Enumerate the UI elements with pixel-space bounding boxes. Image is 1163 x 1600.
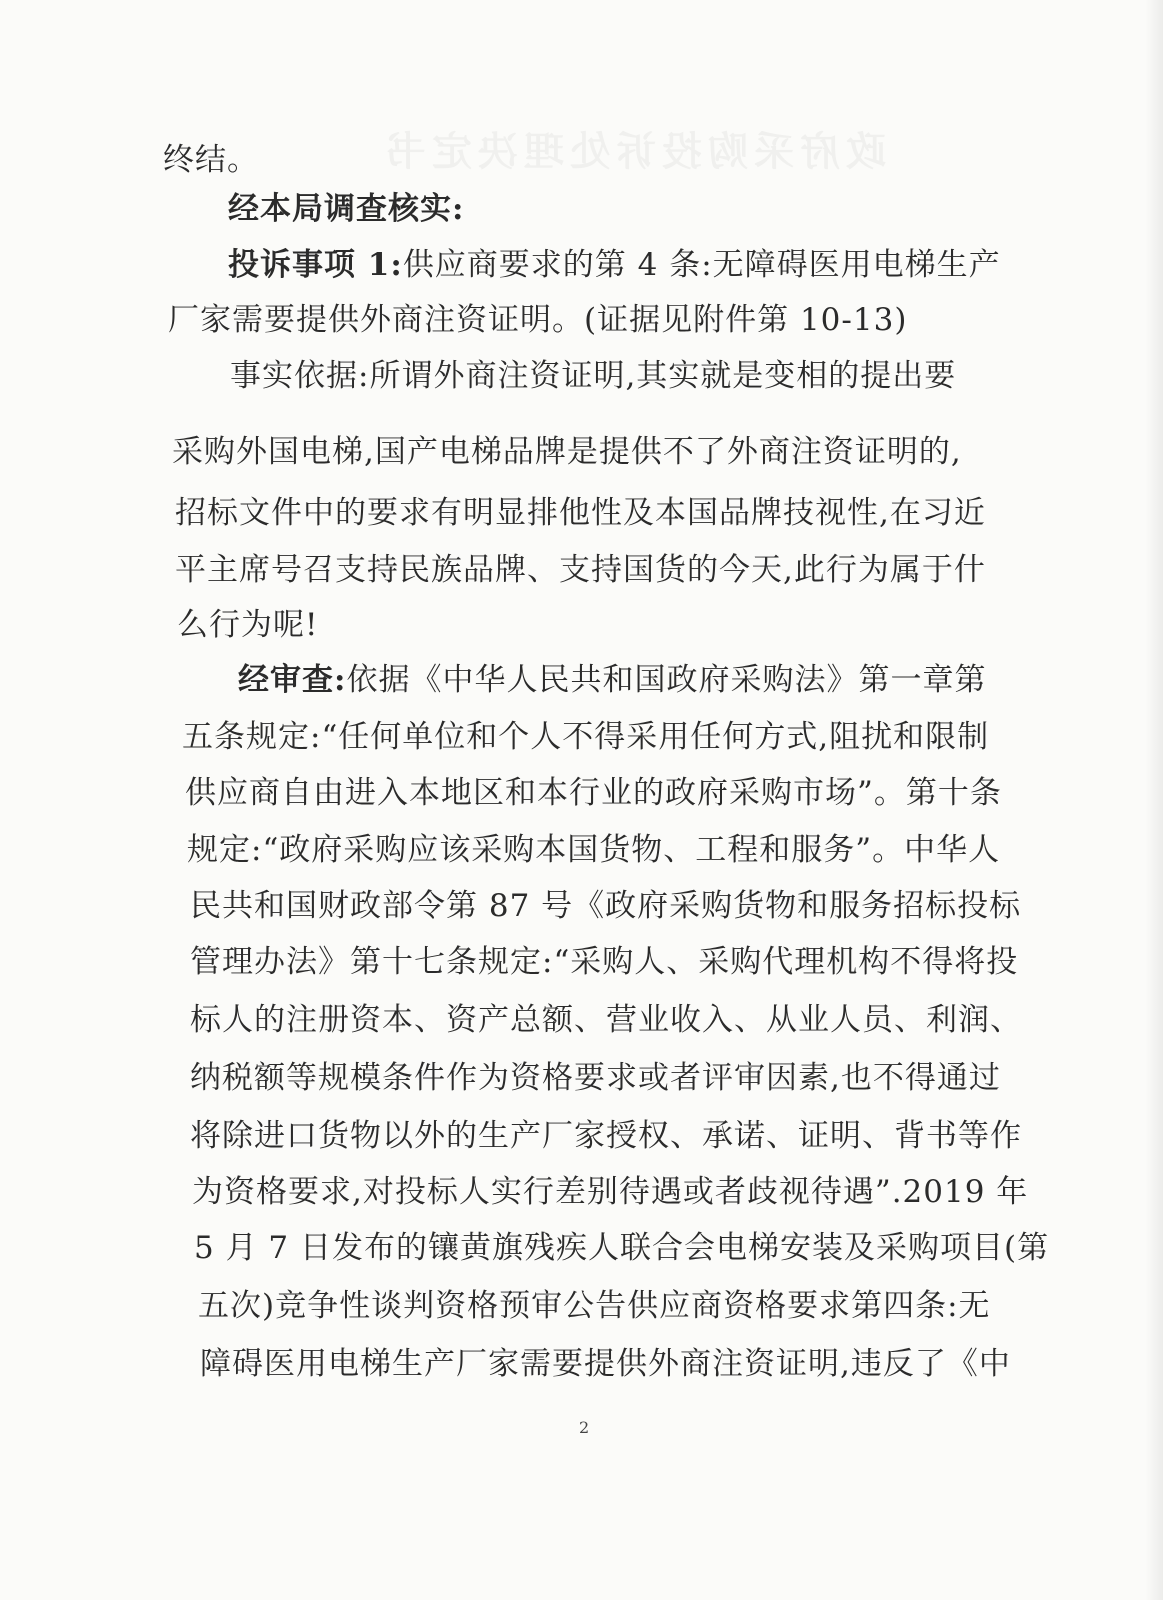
text-line: 五条规定:“任何单位和个人不得采用任何方式,阻扰和限制	[182, 719, 990, 755]
text-line: 标人的注册资本、资产总额、营业收入、从业人员、利润、	[190, 1002, 1022, 1038]
text-line: 终结。	[163, 142, 259, 178]
text-line: 管理办法》第十七条规定:“采购人、采购代理机构不得将投	[190, 944, 1019, 980]
text-line: 5 月 7 日发布的镶黄旗残疾人联合会电梯安装及采购项目(第	[194, 1230, 1050, 1266]
text-line: 五次)竞争性谈判资格预审公告供应商资格要求第四条:无	[198, 1288, 991, 1324]
text-line: 招标文件中的要求有明显排他性及本国品牌技视性,在习近	[175, 495, 986, 531]
complaint-text: 供应商要求的第 4 条:无障碍医用电梯生产	[402, 247, 1001, 283]
text-line: 民共和国财政部令第 87 号《政府采购货物和服务招标投标	[190, 888, 1022, 924]
page-shadow	[1145, 0, 1163, 1600]
text-line	[238, 660, 986, 700]
bleed-through-title	[380, 120, 886, 177]
section-heading: 经本局调查核实:	[228, 191, 465, 227]
text-line: 将除进口货物以外的生产厂家授权、承诺、证明、背书等作	[190, 1118, 1022, 1154]
review-text: 依据《中华人民共和国政府采购法》第一章第	[346, 662, 987, 698]
text-line: 平主席号召支持民族品牌、支持国货的今天,此行为属于什	[175, 552, 986, 588]
complaint-label: 投诉事项 1:	[228, 247, 403, 283]
text-line: 厂家需要提供外商注资证明。(证据见附件第 10-13)	[168, 302, 908, 338]
text-line: 采购外国电梯,国产电梯品牌是提供不了外商注资证明的,	[172, 434, 962, 470]
text-line: 供应商自由进入本地区和本行业的政府采购市场”。第十条	[185, 775, 1002, 811]
page-number: 2	[579, 1418, 590, 1437]
text-line: 为资格要求,对投标人实行差别待遇或者歧视待遇”.2019 年	[192, 1174, 1029, 1210]
text-line: 障碍医用电梯生产厂家需要提供外商注资证明,违反了《中	[200, 1346, 1011, 1382]
text-line: 纳税额等规模条件作为资格要求或者评审因素,也不得通过	[190, 1060, 1001, 1096]
text-line: 么行为呢!	[177, 607, 319, 643]
text-line	[228, 245, 1001, 285]
text-line: 规定:“政府采购应该采购本国货物、工程和服务”。中华人	[187, 832, 1001, 868]
review-label: 经审查:	[238, 662, 347, 698]
text-line: 事实依据:所谓外商注资证明,其实就是变相的提出要	[230, 358, 957, 394]
